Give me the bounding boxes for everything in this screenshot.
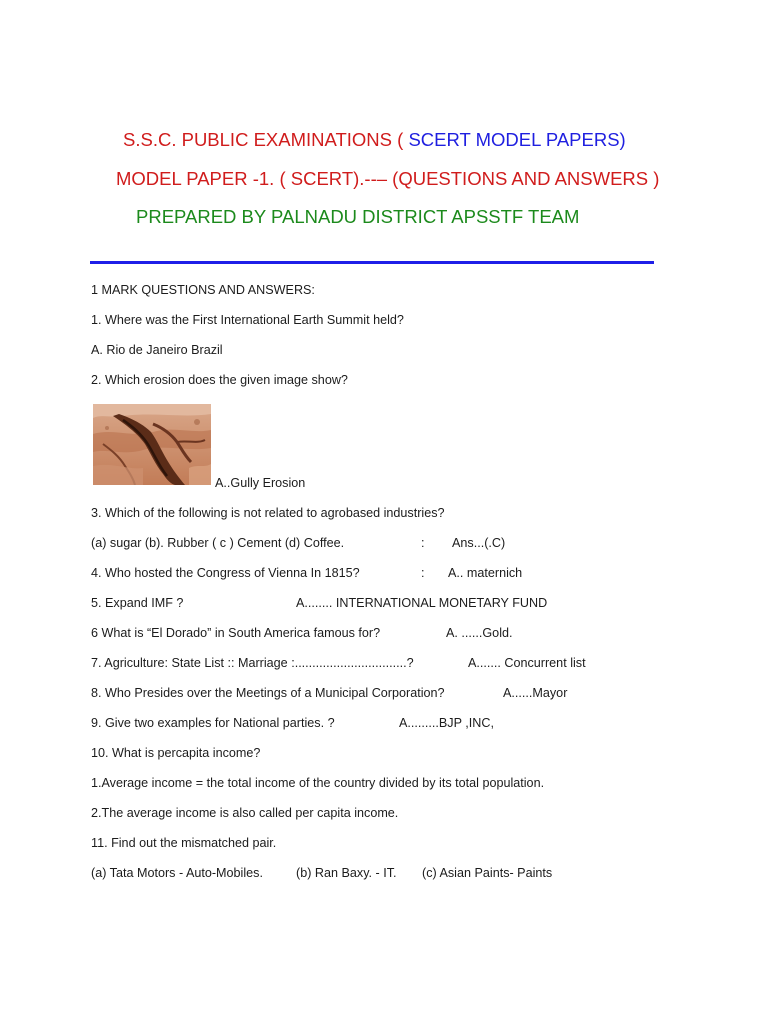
question-5: 5. Expand IMF ? bbox=[91, 596, 184, 610]
answer-6: A. ......Gold. bbox=[446, 626, 513, 640]
question-7: 7. Agriculture: State List :: Marriage :................................? bbox=[91, 656, 414, 670]
answer-5: A........ INTERNATIONAL MONETARY FUND bbox=[296, 596, 548, 610]
section-heading: 1 MARK QUESTIONS AND ANSWERS: bbox=[91, 283, 315, 297]
question-3-options: (a) sugar (b). Rubber ( c ) Cement (d) Coffee. bbox=[91, 536, 345, 550]
question-1: 1. Where was the First International Earth Summit held? bbox=[91, 313, 404, 327]
question-4: 4. Who hosted the Congress of Vienna In 1815? bbox=[91, 566, 360, 580]
question-3-separator: : bbox=[421, 536, 425, 550]
question-4-separator: : bbox=[421, 566, 425, 580]
question-6: 6 What is “El Dorado” in South America famous for? bbox=[91, 626, 381, 640]
answer-3: Ans...(.C) bbox=[452, 536, 506, 550]
answer-4: A.. maternich bbox=[448, 566, 523, 580]
question-11: 11. Find out the mismatched pair. bbox=[91, 836, 277, 850]
exam-title-red: S.S.C. PUBLIC EXAMINATIONS ( bbox=[123, 129, 409, 150]
question-11-option-c: (c) Asian Paints- Paints bbox=[422, 866, 553, 880]
question-11-option-b: (b) Ran Baxy. - IT. bbox=[296, 866, 397, 880]
gully-erosion-image bbox=[93, 404, 211, 485]
question-2: 2. Which erosion does the given image show? bbox=[91, 373, 348, 387]
question-11-option-a: (a) Tata Motors - Auto-Mobiles. bbox=[91, 866, 263, 880]
answer-10-line-2: 2.The average income is also called per capita income. bbox=[91, 806, 399, 820]
answer-1: A. Rio de Janeiro Brazil bbox=[91, 343, 223, 357]
exam-title-blue: SCERT MODEL PAPERS) bbox=[408, 129, 626, 150]
question-9: 9. Give two examples for National parties. ? bbox=[91, 716, 335, 730]
answer-8: A......Mayor bbox=[503, 686, 568, 700]
answer-10-line-1: 1.Average income = the total income of the country divided by its total population. bbox=[91, 776, 545, 790]
question-8: 8. Who Presides over the Meetings of a Municipal Corporation? bbox=[91, 686, 445, 700]
blue-divider bbox=[90, 261, 654, 264]
model-paper-title: MODEL PAPER -1. ( SCERT).--– (QUESTIONS AND ANSWERS ) bbox=[116, 168, 660, 189]
answer-9: A.........BJP ,INC, bbox=[399, 716, 494, 730]
prepared-by-title: PREPARED BY PALNADU DISTRICT APSSTF TEAM bbox=[136, 206, 580, 227]
question-3: 3. Which of the following is not related to agrobased industries? bbox=[91, 506, 445, 520]
question-10: 10. What is percapita income? bbox=[91, 746, 261, 760]
exam-title bbox=[123, 131, 626, 150]
answer-2: A..Gully Erosion bbox=[215, 476, 306, 490]
answer-7: A....... Concurrent list bbox=[468, 656, 586, 670]
